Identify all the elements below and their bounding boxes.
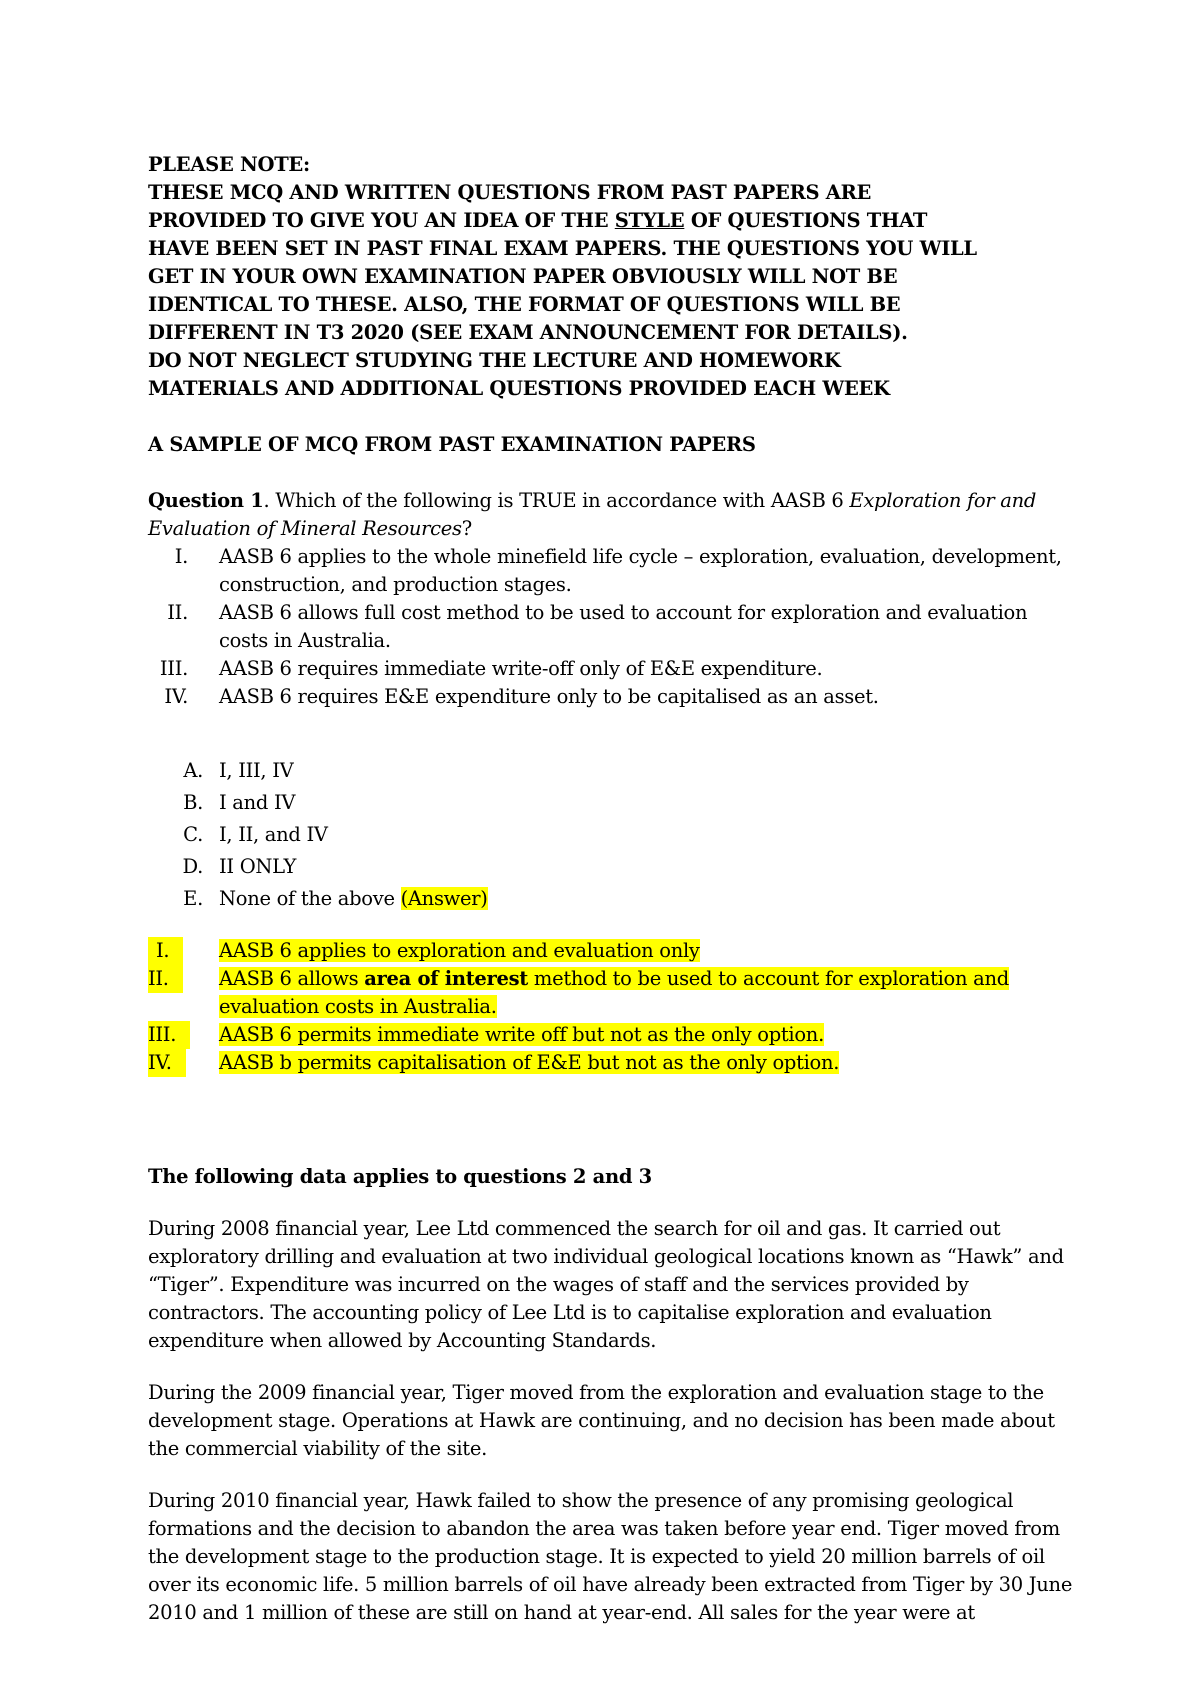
data-section-title: The following data applies to questions 2 and 3: [148, 1165, 652, 1188]
option-text: I and IV: [219, 791, 296, 814]
style-emphasis: STYLE: [614, 209, 685, 232]
note-line: GET IN YOUR OWN EXAMINATION PAPER OBVIOUSLY WILL NOT BE: [148, 265, 898, 288]
scenario-paragraph: During 2008 financial year, Lee Ltd commenced the search for oil and gas. It carried out exploratory drilling and evaluation at two individual geological locations known as “Hawk” and “Tiger”. Expenditure was incurred on the wages of staff and the services provided by contractors. The accounting policy of Lee Ltd is to capitalise exploration and evaluation expenditure when allowed by Accounting Standards.: [148, 1217, 1064, 1352]
option-c: [148, 819, 1078, 851]
option-d: [148, 851, 1078, 883]
explanation-post: method to be used to account for exploration and evaluation costs in Australia.: [219, 967, 1009, 1018]
option-text: II ONLY: [219, 855, 297, 878]
statement-list: [148, 543, 1078, 711]
statement-text: AASB 6 requires immediate write-off only of E&E expenditure.: [219, 657, 823, 680]
option-letter: E.: [183, 887, 203, 910]
note-text: OF QUESTIONS THAT: [684, 209, 928, 232]
note-text: PROVIDED TO GIVE YOU AN IDEA OF THE: [148, 209, 615, 232]
explanation-item: [148, 965, 1078, 1021]
option-letter: B.: [183, 791, 203, 814]
statement-text: AASB 6 allows full cost method to be used to account for exploration and evaluation costs in Australia.: [219, 601, 1028, 652]
answer-options: [148, 755, 1078, 915]
option-text: I, III, IV: [219, 759, 294, 782]
note-line: [148, 207, 1078, 235]
statement-number: II.: [167, 601, 188, 624]
note-line: MATERIALS AND ADDITIONAL QUESTIONS PROVIDED EACH WEEK: [148, 377, 890, 400]
explanation-item: [148, 1049, 1078, 1077]
statement-item: [148, 683, 1078, 711]
statement-number: I.: [174, 545, 188, 568]
note-line: IDENTICAL TO THESE. ALSO, THE FORMAT OF QUESTIONS WILL BE: [148, 293, 901, 316]
option-letter: D.: [182, 855, 203, 878]
statement-number: III.: [159, 657, 188, 680]
note-line: DIFFERENT IN T3 2020 (SEE EXAM ANNOUNCEMENT FOR DETAILS).: [148, 321, 908, 344]
answer-tag: (Answer): [400, 887, 488, 910]
option-letter: C.: [183, 823, 203, 846]
note-line: THESE MCQ AND WRITTEN QUESTIONS FROM PAST PAPERS ARE: [148, 181, 872, 204]
question-1-stem: [148, 487, 1078, 543]
option-e: [148, 883, 1078, 915]
question-stem-end: ?: [461, 517, 472, 540]
statement-number: IV.: [164, 685, 188, 708]
scenario-paragraph: During the 2009 financial year, Tiger moved from the exploration and evaluation stage to the development stage. Operations at Hawk are continuing, and no decision has been made about the commercial viability of the site.: [148, 1381, 1055, 1460]
explanation-list: [148, 937, 1078, 1077]
statement-text: AASB 6 requires E&E expenditure only to be capitalised as an asset.: [219, 685, 879, 708]
note-line: PLEASE NOTE:: [148, 153, 310, 176]
option-a: [148, 755, 1078, 787]
explanation-item: [148, 1021, 1078, 1049]
scenario-paragraph: During 2010 financial year, Hawk failed to show the presence of any promising geological formations and the decision to abandon the area was taken before year end. Tiger moved from the development stage to the production stage. It is expected to yield 20 million barrels of oil over its economic life. 5 million barrels of oil have already been extracted from Tiger by 30 June 2010 and 1 million of these are still on hand at year-end. All sales for the year were at: [148, 1489, 1073, 1624]
option-letter: A.: [183, 759, 203, 782]
option-text: None of the above: [219, 887, 401, 910]
statement-item: [148, 655, 1078, 683]
explanation-pre: AASB 6 allows: [219, 967, 365, 990]
explanation-number: IV.: [148, 1049, 186, 1077]
explanation-text: AASB 6 applies to exploration and evaluation only: [219, 939, 700, 962]
note-line: DO NOT NEGLECT STUDYING THE LECTURE AND HOMEWORK: [148, 349, 841, 372]
explanation-text: AASB 6 permits immediate write off but not as the only option.: [219, 1023, 824, 1046]
statement-item: [148, 543, 1078, 599]
explanation-number: II.: [148, 965, 183, 993]
option-text: I, II, and IV: [219, 823, 328, 846]
question-label: Question 1: [148, 489, 264, 512]
explanation-item: [148, 937, 1078, 965]
explanation-number: I.: [148, 937, 183, 965]
note-line: HAVE BEEN SET IN PAST FINAL EXAM PAPERS. THE QUESTIONS YOU WILL: [148, 237, 977, 260]
explanation-text: AASB b permits capitalisation of E&E but not as the only option.: [219, 1051, 840, 1074]
statement-item: [148, 599, 1078, 655]
option-b: [148, 787, 1078, 819]
question-stem-text: . Which of the following is TRUE in accordance with AASB 6: [263, 489, 850, 512]
explanation-text: [219, 967, 1009, 1018]
standard-title: Exploration for and Evaluation of Mineral Resources: [148, 489, 1037, 540]
document-content: [148, 151, 1078, 1627]
explanation-number: III.: [148, 1021, 190, 1049]
explanation-bold: area of interest: [364, 967, 528, 990]
please-note-block: [148, 151, 1078, 403]
statement-text: AASB 6 applies to the whole minefield life cycle – exploration, evaluation, development, construction, and production stages.: [219, 545, 1062, 596]
sample-title: A SAMPLE OF MCQ FROM PAST EXAMINATION PAPERS: [148, 433, 756, 456]
